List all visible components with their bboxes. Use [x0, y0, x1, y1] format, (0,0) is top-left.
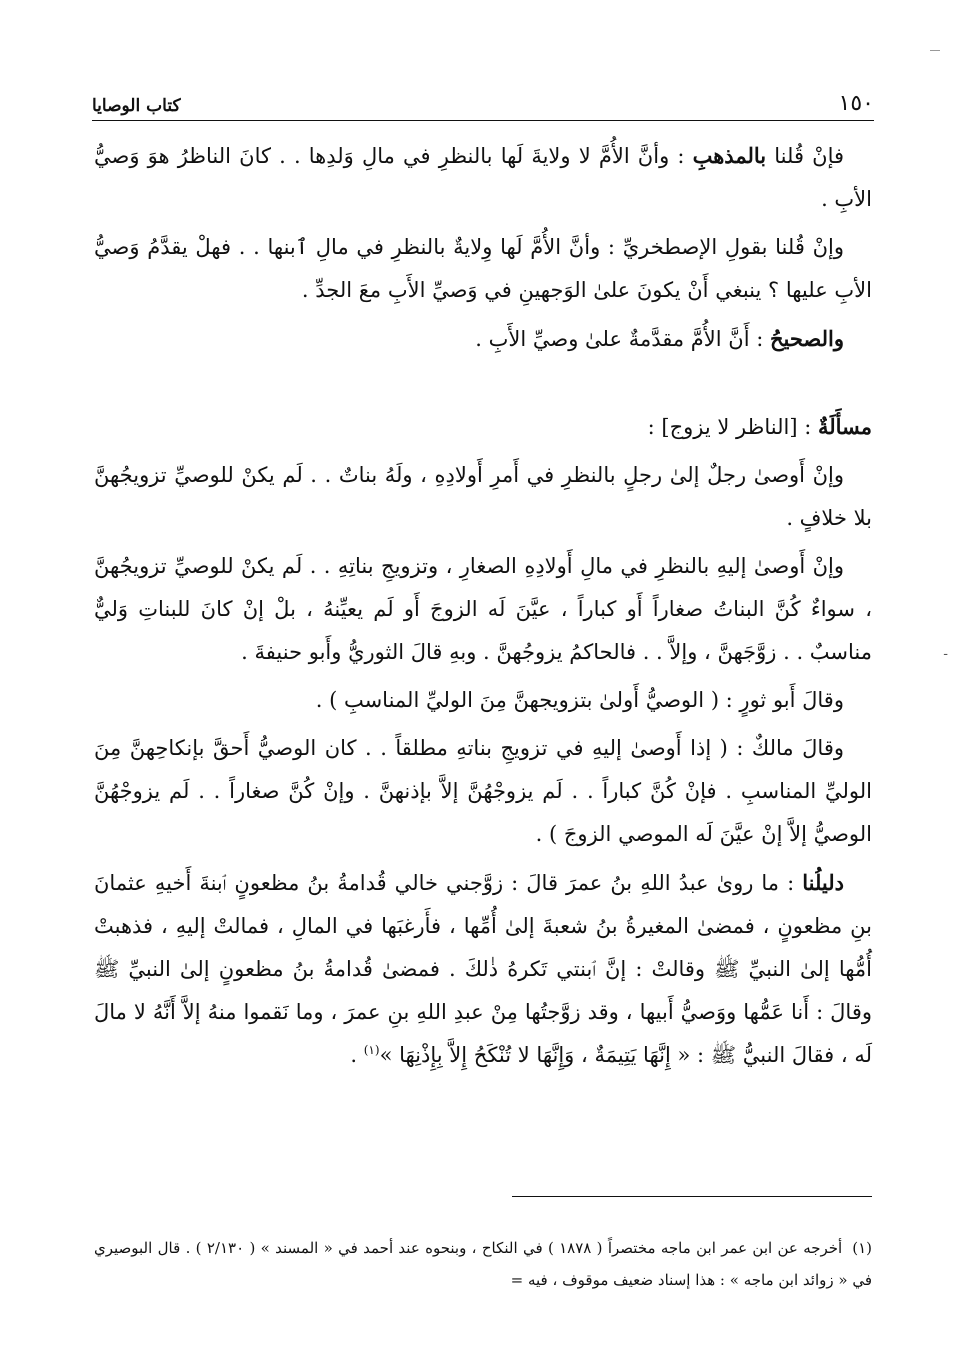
- paragraph: [94, 454, 872, 540]
- bold-term: دليلُنا: [802, 870, 844, 895]
- text-run: : ما روىٰ عبدُ اللهِ بنُ عمرَ قالَ : زوَّجني خالي قُدامةُ بنُ مظعونٍ ٱبنةَ أَخيهِ عثمانَ بنِ مظعونٍ ، فمضىٰ المغيرةُ بنُ شعبةَ إلىٰ أُمِّها ، فأَرغبَها في المالِ ، فمالتْ إليهِ ، فذهبتْ أُمُّها إلىٰ النبيِّ ﷺ وقالتْ : إنَّ ٱبنتي تَكرهُ ذٰلكَ . فمضىٰ قُدامةُ بنُ مظعونٍ إلىٰ النبيِّ ﷺ وقالَ : أَنا عَمُّها ووَصيُّ أَبيها ، وقد زوَّجتُها مِنْ عبدِ اللهِ بنِ عمرَ ، وما نَقموا منهُ إلاَّ أَنَّهُ لا مالَ لَه ، فقالَ النبيُّ ﷺ : « إِنَّهَا يَتِيمَةٌ ، وَإِنَّهَا لا تُنْكَحُ إِلاَّ بِإِذْنِهَا »: [94, 871, 872, 1067]
- book-title: كتاب الوصايا: [92, 96, 181, 116]
- corner-mark: [930, 50, 940, 51]
- text-run: وقالَ أَبو ثورٍ : ( الوصيُّ أَولىٰ بتزويجهنَّ مِنَ الوليِّ المناسبِ ) .: [315, 688, 844, 712]
- text-run: فإنْ قُلنا: [766, 144, 845, 168]
- footnote-text: أخرجه عن ابن عمر ابن ماجه مختصراً ( ١٨٧٨ ) في النكاح ، وبنحوه عند أحمد في « المسند » ( ٢/١٣٠ ) . قال البوصيري في « زوائد ابن ماجه » : هذا إسناد ضعيف موقوف ، فيه =: [94, 1239, 872, 1289]
- text-run: وقالَ مالكٌ : ( إذا أَوصىٰ إليهِ في تزويجِ بناتهِ مطلقاً . . كان الوصيُّ أَحقَّ بإنكاحِهنَّ مِنَ الوليِّ المناسبِ . فإنْ كُنَّ كباراً . . لَم يزوجْهُنَّ إلاَّ بإذنهنَّ . وإنْ كُنَّ صغاراً . . لَم يزوجْهُنَّ الوصيُّ إلاَّ إنْ عيَّنَ لَه الموصي الزوجَ ) .: [94, 736, 872, 846]
- paragraph: [94, 861, 872, 1077]
- text-run: : وأنَّ الأُمَّ لا ولايةَ لَها بالنظرِ في مالِ وَلدِها . . كانَ الناظرُ هوَ وَصيُّ الأبِ .: [94, 144, 872, 211]
- footnotes: [94, 1232, 872, 1296]
- footnote-number: (١): [852, 1239, 873, 1257]
- text-run: : أَنَّ الأُمَّ مقدَّمةٌ علىٰ وصيِّ الأَبِ .: [475, 327, 770, 351]
- text-run: .: [350, 1043, 364, 1067]
- text-run: : [الناظر لا يزوج] :: [647, 415, 818, 439]
- margin-mark: -: [943, 646, 948, 662]
- paragraph: [94, 134, 872, 221]
- bold-term: بالمذهبِ: [692, 143, 767, 168]
- paragraph: [94, 679, 872, 722]
- paragraph: [94, 226, 872, 312]
- text-run: وإنْ أَوصىٰ رجلٌ إلىٰ رجلٍ بالنظرِ في أَمرِ أَولادِهِ ، ولَهُ بناتٌ . . لَم يكنْ للوصيِّ تزويجُهنَّ بلا خلافٍ .: [94, 463, 872, 530]
- main-text: [94, 134, 872, 1082]
- page-number: ١٥٠: [838, 91, 874, 116]
- page-header: [92, 82, 874, 121]
- bold-term: والصحيحُ: [769, 326, 844, 351]
- paragraph: [94, 727, 872, 856]
- text-run: وإنْ قُلنا بقولِ الإصطخريِّ : وأنَّ الأُمَّ لَها وِلايةٌ بالنظرِ في مالِ ٱبنها . . فهلْ يقدَّمُ وَصيُّ الأبِ عليها ؟ ينبغي أَنْ يكونَ علىٰ الوَجهينِ في وَصيِّ الأَبِ معَ الجدِّ .: [94, 235, 872, 302]
- paragraph: [94, 317, 872, 361]
- footnote-separator: [512, 1196, 872, 1197]
- paragraph: [94, 545, 872, 674]
- bold-term: مسأَلَةٌ: [817, 414, 872, 439]
- section-heading: [94, 405, 872, 449]
- footnote: [94, 1232, 872, 1296]
- footnote-ref: (١): [363, 1043, 380, 1057]
- text-run: وإنْ أَوصىٰ إليهِ بالنظرِ في مالِ أَولادِهِ الصغارِ ، وتزويجِ بناتِهِ . . لَم يكنْ للوصيِّ تزويجُهنَّ ، سواءٌ كُنَّ البناتُ صغاراً أَو كباراً ، عيَّنَ لَه الزوجَ أَو لَم يعيِّنهُ ، بلْ إنْ كانَ للبناتِ وَليٌّ مناسبٌ . . زوَّجَهنَّ ، وإلاَّ . . فالحاكمُ يزوجُهنَّ . وبهِ قالَ الثوريُّ وأَبو حنيفةَ .: [94, 554, 872, 664]
